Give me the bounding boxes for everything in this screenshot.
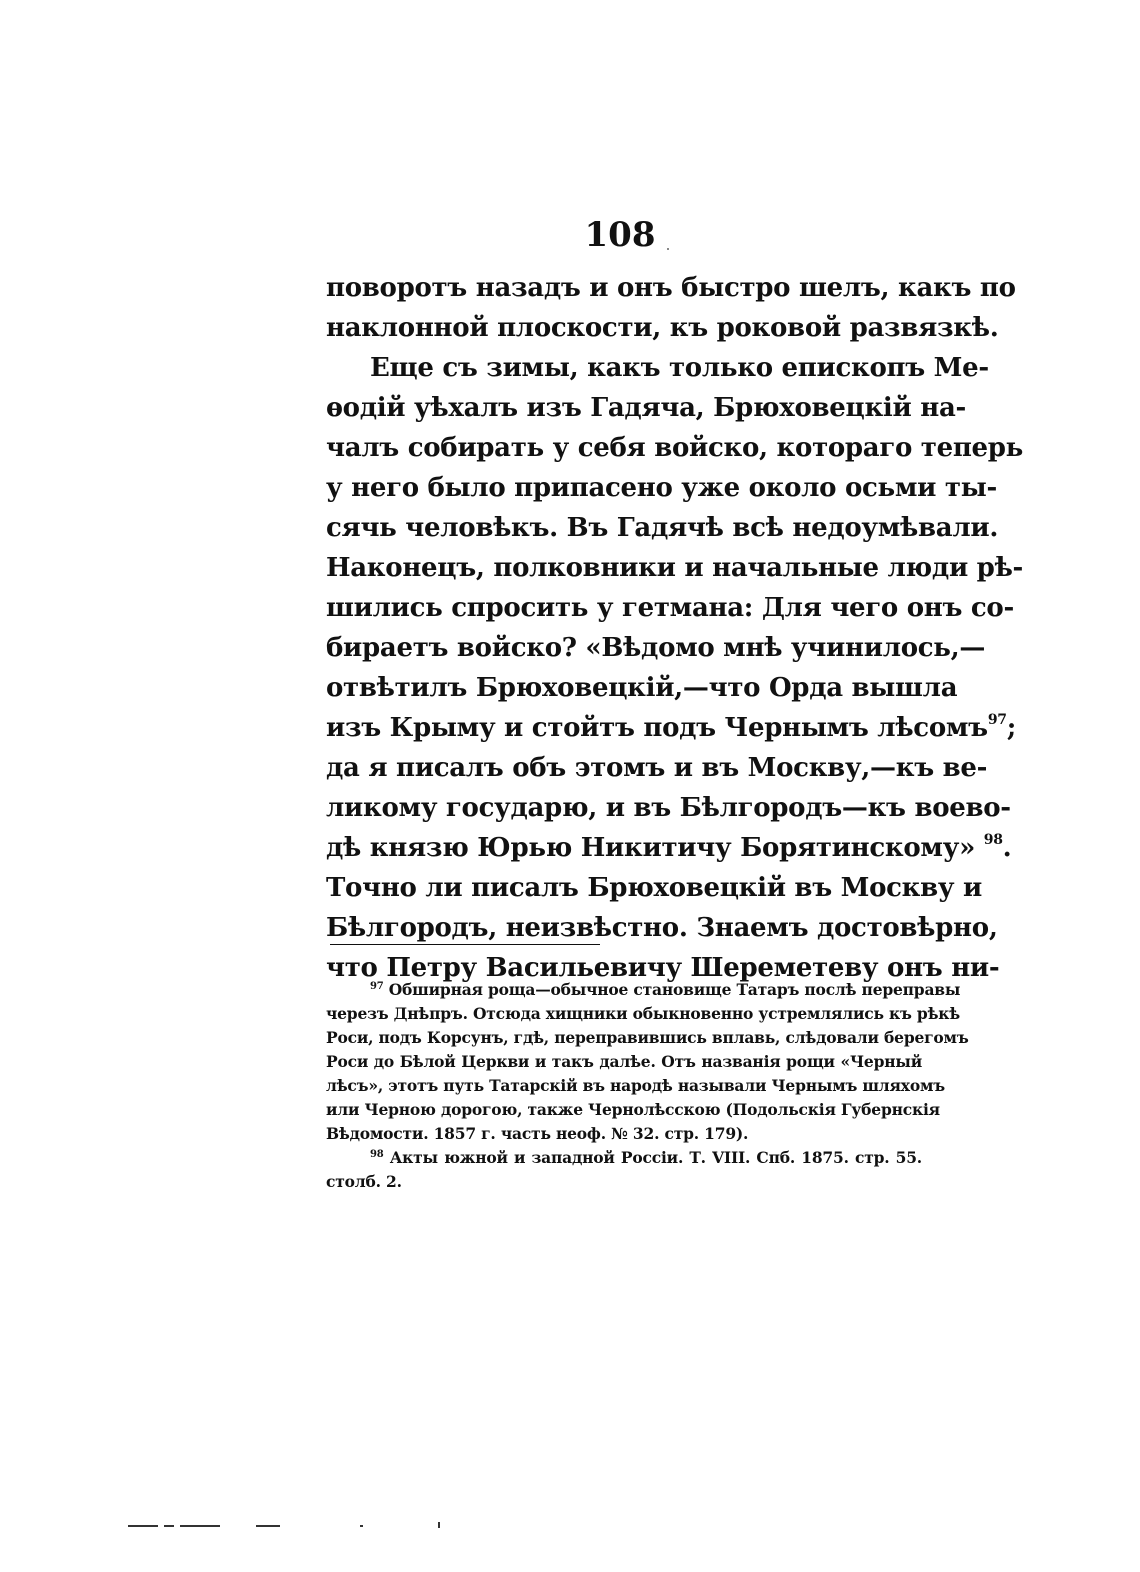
body-line: наклонной плоскости, къ роковой развязкѣ. [326, 313, 999, 343]
body-line: сячь человѣкъ. Въ Гадячѣ всѣ недоумѣвали. [326, 513, 999, 543]
footnotes [326, 978, 969, 1194]
scan-mark [128, 1525, 158, 1527]
footnote-97-line: Роси до Бѣлой Церкви и такъ далѣе. Отъ названія рощи «Черный [326, 1052, 922, 1071]
body-line: Точно ли писалъ Брюховецкій въ Москву и [326, 873, 982, 903]
body-line-with-ref [326, 708, 1017, 748]
page-number: 108 [584, 215, 656, 255]
body-line: чалъ собирать у себя войско, котораго теперь [326, 433, 1024, 463]
scan-mark [164, 1525, 174, 1527]
footnote-97-line: Вѣдомости. 1857 г. часть неоф. № 32. стр. 179). [326, 1124, 749, 1143]
scan-mark [438, 1522, 440, 1528]
body-line: у него было припасено уже около осьми ты- [326, 473, 997, 503]
footnote-98-line [326, 1146, 922, 1170]
footnote-98-number: 98 [370, 1149, 384, 1160]
body-line: ѳодій уѣхалъ изъ Гадяча, Брюховецкій на- [326, 393, 967, 423]
body-line: да я писалъ объ этомъ и въ Москву,—къ ве- [326, 753, 988, 783]
footnote-97-line: черезъ Днѣпръ. Отсюда хищники обыкновенно устремлялись къ рѣкѣ [326, 1004, 960, 1023]
punctuation: . [1002, 833, 1012, 863]
footnote-ref-98: 98 [983, 832, 1003, 848]
body-text [326, 268, 1024, 988]
punctuation: ; [1006, 713, 1017, 743]
footnote-ref-97: 97 [987, 712, 1007, 728]
footnote-97-number: 97 [370, 981, 384, 992]
scan-mark [360, 1525, 363, 1527]
body-line: поворотъ назадъ и онъ быстро шелъ, какъ по [326, 273, 1016, 303]
footnote-98-line: столб. 2. [326, 1172, 402, 1191]
body-line-with-ref [326, 828, 1012, 868]
body-line: отвѣтилъ Брюховецкій,—что Орда вышла [326, 673, 958, 703]
body-line: бираетъ войско? «Вѣдомо мнѣ учинилось,— [326, 633, 986, 663]
footnote-97-line: Роси, подъ Корсунъ, гдѣ, переправившись вплавь, слѣдовали берегомъ [326, 1028, 969, 1047]
body-line: Наконецъ, полковники и начальные люди рѣ- [326, 553, 1024, 583]
body-line: Еще съ зимы, какъ только епископъ Ме- [370, 353, 989, 383]
footnote-text: Акты южной и западной Россіи. Т. VIII. Спб. 1875. стр. 55. [389, 1148, 923, 1167]
body-line: ликому государю, и въ Бѣлгородъ—къ воево- [326, 793, 1011, 823]
body-line: шились спросить у гетмана: Для чего онъ со- [326, 593, 1014, 623]
footnote-97-line: или Черною дорогою, также Чернолѣсскою (Подольскія Губернскія [326, 1100, 940, 1119]
footnote-separator [330, 944, 600, 945]
scan-mark [256, 1525, 280, 1527]
body-line: что Петру Васильевичу Шереметеву онъ ни- [326, 953, 1000, 983]
scan-mark [180, 1525, 220, 1527]
footnote-text: Обширная роща—обычное становище Татаръ послѣ переправы [388, 980, 961, 999]
body-line: Бѣлгородъ, неизвѣстно. Знаемъ достовѣрно, [326, 913, 998, 943]
footnote-97-line [326, 978, 961, 1002]
scan-artifacts [128, 1522, 468, 1530]
body-line-text: изъ Крыму и стойтъ подъ Чернымъ лѣсомъ [326, 713, 988, 743]
body-line-text: дѣ князю Юрью Никитичу Борятинскому» [326, 833, 976, 863]
footnote-97-line: лѣсъ», этотъ путь Татарскій въ народѣ называли Чернымъ шляхомъ [326, 1076, 945, 1095]
